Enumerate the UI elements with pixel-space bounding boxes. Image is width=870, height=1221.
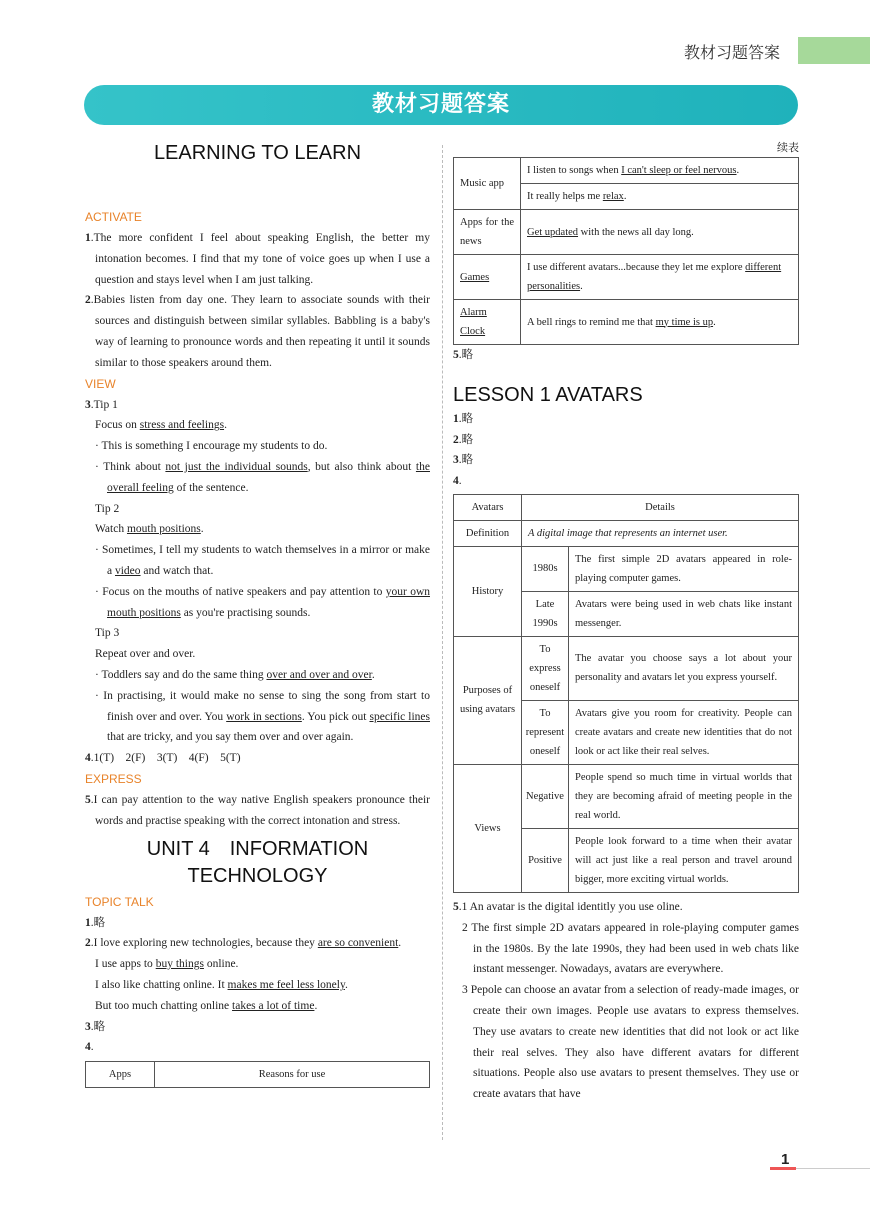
apps-table-continued bbox=[453, 157, 799, 345]
underlined-answer: stress and feelings bbox=[139, 419, 225, 432]
answer-line bbox=[85, 996, 430, 1017]
table-cell: History bbox=[454, 546, 522, 636]
answer-text: .The more confident I feel about speaking English, the better my intonation becomes. I find that my tone of voice goes up when I use a question and stays level when I am just talking. bbox=[90, 232, 430, 286]
table-cell: Avatars give you room for creativity. People can create avatars and create new identities that do not look or act like their real selves. bbox=[569, 700, 799, 764]
table-header-cell: Reasons for use bbox=[155, 1062, 430, 1088]
table-row bbox=[454, 300, 799, 345]
table-cell bbox=[521, 184, 799, 210]
table-row bbox=[86, 1062, 430, 1088]
text: Watch bbox=[95, 523, 127, 536]
underlined-answer: over and over and over bbox=[266, 668, 372, 681]
text: that are tricky, and you say them over and over again. bbox=[107, 731, 354, 744]
table-cell: Purposes of using avatars bbox=[454, 636, 522, 764]
text: . bbox=[344, 978, 348, 991]
table-cell: Games bbox=[454, 255, 521, 300]
text: . bbox=[224, 419, 227, 432]
underlined-answer: my time is up bbox=[655, 316, 714, 328]
answer-text: .1 An avatar is the digital identitly you use oline. bbox=[458, 900, 683, 913]
text: · Focus on the mouths of native speakers and pay attention to bbox=[95, 585, 386, 598]
answer-number: 3 bbox=[85, 1020, 91, 1033]
text: A bell rings to remind me that bbox=[527, 316, 656, 328]
answer-3 bbox=[85, 1017, 430, 1038]
table-header-cell: Avatars bbox=[454, 494, 522, 520]
answer-text: .Babies listen from day one. They learn to associate sounds with their sources and distinguish between similar syllables. Babbling is a baby's way of learning to pronounce words and then repeating it until it sounds similar to those speakers around them. bbox=[90, 294, 430, 369]
underlined-answer: specific lines bbox=[369, 710, 430, 723]
answer-number: 1 bbox=[453, 412, 459, 425]
text: · Sometimes, I tell my students to watch themselves in a mirror or make a bbox=[95, 544, 430, 577]
right-column bbox=[453, 140, 799, 1105]
text: , but also think about bbox=[307, 460, 416, 473]
tip-line bbox=[85, 415, 430, 436]
underlined-answer: different personalities bbox=[527, 262, 782, 292]
answer-4 bbox=[453, 471, 799, 492]
answer-4 bbox=[85, 748, 430, 769]
answer-2 bbox=[85, 290, 430, 373]
answer-text: .略 bbox=[90, 916, 106, 929]
answer-4 bbox=[85, 1037, 430, 1058]
answer-number: 5 bbox=[85, 793, 91, 806]
underlined-answer: mouth positions bbox=[126, 523, 201, 536]
text: . bbox=[713, 316, 716, 328]
underlined-answer: are so convenient bbox=[317, 937, 399, 950]
text: . bbox=[623, 191, 627, 202]
table-row bbox=[454, 546, 799, 591]
text: Focus on bbox=[95, 419, 140, 432]
text: . bbox=[314, 999, 318, 1012]
answer-number: 3 bbox=[85, 398, 91, 411]
table-cell bbox=[521, 158, 799, 184]
section-heading-activate: ACTIVATE bbox=[85, 210, 142, 224]
text: . bbox=[398, 937, 402, 950]
table-cell: To represent oneself bbox=[522, 700, 569, 764]
text: .I love exploring new technologies, because they bbox=[90, 937, 318, 950]
text: But too much chatting online bbox=[95, 999, 233, 1012]
text: . bbox=[736, 165, 740, 176]
underlined-answer: buy things bbox=[155, 958, 204, 971]
answer-number: 4 bbox=[85, 1041, 91, 1054]
bullet-line bbox=[85, 582, 430, 624]
text: of the sentence. bbox=[173, 481, 249, 494]
section-heading-express: EXPRESS bbox=[85, 771, 142, 786]
text: I listen to songs when bbox=[527, 165, 622, 176]
answer-1 bbox=[453, 409, 799, 430]
column-divider bbox=[442, 145, 443, 1140]
answer-1 bbox=[85, 913, 430, 934]
underlined-answer: your own mouth positions bbox=[107, 585, 430, 619]
table-header-cell: Apps bbox=[86, 1062, 155, 1088]
text: · Think about bbox=[95, 460, 166, 473]
answer-number: 3 bbox=[453, 454, 459, 467]
text: I also like chatting online. It bbox=[95, 978, 228, 991]
answer-2 bbox=[453, 430, 799, 451]
answer-text: .I can pay attention to the way native English speakers pronounce their words and practise speaking with the correct intonation and stress. bbox=[90, 793, 430, 827]
answer-5 bbox=[85, 790, 430, 832]
answer-number: 1 bbox=[85, 916, 91, 929]
bullet-line bbox=[85, 540, 430, 582]
table-cell: Alarm Clock bbox=[454, 300, 521, 345]
table-cell bbox=[521, 255, 799, 300]
header-label: 教材习题答案 bbox=[684, 43, 781, 62]
lesson-title: LESSON 1 AVATARS bbox=[453, 383, 643, 406]
answer-number: 1 bbox=[85, 232, 91, 244]
table-cell: Positive bbox=[522, 828, 569, 892]
table-row bbox=[454, 158, 799, 184]
table-cell: People look forward to a time when their avatar will act just like a real person and travel around bigger, more exciting virtual worlds. bbox=[569, 828, 799, 892]
table-cell: Definition bbox=[454, 520, 522, 546]
table-cell: Music app bbox=[454, 158, 521, 210]
answer-number: 5 bbox=[453, 349, 459, 361]
answer-text: . bbox=[90, 1041, 94, 1054]
answer-3-tip1 bbox=[85, 395, 430, 416]
text: · Toddlers say and do the same thing bbox=[95, 668, 267, 681]
table-row bbox=[454, 636, 799, 700]
text: . You pick out bbox=[301, 710, 370, 723]
table-row bbox=[454, 255, 799, 300]
header-accent-block bbox=[798, 37, 870, 64]
text: I use apps to bbox=[95, 958, 156, 971]
table-row bbox=[454, 764, 799, 828]
text: I use different avatars...because they let me explore bbox=[527, 262, 746, 273]
continued-table-label: 续表 bbox=[777, 142, 799, 154]
answer-number: 5 bbox=[453, 900, 459, 913]
table-cell: The first simple 2D avatars appeared in role-playing computer games. bbox=[569, 546, 799, 591]
answer-number: 2 bbox=[453, 433, 459, 446]
apps-table bbox=[85, 1061, 430, 1088]
section-heading-topic-talk: TOPIC TALK bbox=[85, 894, 154, 909]
table-row bbox=[454, 210, 799, 255]
bullet-line bbox=[85, 457, 430, 499]
section-title: LEARNING TO LEARN bbox=[153, 142, 362, 164]
answer-line: 2 The first simple 2D avatars appeared in role-playing computer games in the 1980s. By the late 1990s, they had been used in web chats like instant messenger. Nowadays, avatars are everywhere. bbox=[462, 921, 799, 976]
answer-5 bbox=[453, 897, 799, 918]
left-column bbox=[85, 140, 430, 1088]
underlined-answer: work in sections bbox=[226, 710, 302, 723]
section-heading-view: VIEW bbox=[85, 376, 116, 391]
underlined-answer: takes a lot of time bbox=[232, 999, 315, 1012]
answer-text: .略 bbox=[90, 1020, 106, 1033]
text: and watch that. bbox=[140, 564, 214, 577]
title-banner: 教材习题答案 bbox=[84, 85, 798, 125]
answer-1 bbox=[85, 228, 430, 290]
unit-title: UNIT 4 INFORMATION TECHNOLOGY bbox=[146, 837, 369, 887]
answer-text: .略 bbox=[458, 412, 474, 425]
table-cell: The avatar you choose says a lot about your personality and avatars let you express yourself. bbox=[569, 636, 799, 700]
table-cell: Late 1990s bbox=[522, 591, 569, 636]
text: It really helps me bbox=[527, 191, 603, 202]
text: online. bbox=[203, 958, 239, 971]
answer-number: 4 bbox=[453, 475, 459, 488]
table-cell: Negative bbox=[522, 764, 569, 828]
text: . bbox=[580, 281, 583, 292]
bullet-line bbox=[85, 686, 430, 748]
table-cell: Apps for the news bbox=[454, 210, 521, 255]
table-row bbox=[454, 520, 799, 546]
text: as you're practising sounds. bbox=[180, 606, 311, 619]
answer-number: 4 bbox=[85, 752, 91, 765]
answer-line bbox=[85, 954, 430, 975]
table-row bbox=[454, 494, 799, 520]
answer-text: .略 bbox=[458, 433, 474, 446]
tip-heading: Tip 3 bbox=[95, 627, 120, 640]
text: · In practising, it would make no sense to sing the song from start to finish over and over. You bbox=[95, 689, 430, 723]
tip-line bbox=[85, 519, 430, 540]
table-cell: Views bbox=[454, 764, 522, 892]
underlined-answer: the overall feeling bbox=[107, 460, 430, 494]
text: . bbox=[200, 523, 204, 536]
answer-2 bbox=[85, 933, 430, 954]
answer-text: .略 bbox=[458, 349, 474, 361]
underlined-answer: not just the individual sounds bbox=[165, 460, 308, 473]
table-cell: 1980s bbox=[522, 546, 569, 591]
page-number: 1 bbox=[781, 1151, 790, 1168]
answer-text: . bbox=[458, 475, 462, 488]
table-cell bbox=[521, 300, 799, 345]
underlined-answer: Get updated bbox=[527, 226, 579, 238]
table-cell: To express oneself bbox=[522, 636, 569, 700]
tip-heading: Tip 2 bbox=[95, 502, 120, 515]
table-cell bbox=[521, 210, 799, 255]
text: with the news all day long. bbox=[578, 226, 694, 238]
underlined-answer: video bbox=[114, 564, 141, 577]
answer-text: .1(T) 2(F) 3(T) 4(F) 5(T) bbox=[90, 752, 241, 765]
answer-line: 3 Pepole can choose an avatar from a selection of ready-made images, or create their own images. People use avatars to express themselves. They use avatars to create new identities that did not look or act like their real selves. They also have different avatars for different situations. People also use avatars to present themselves. They use or create avatars that have bbox=[462, 984, 799, 1101]
table-cell: A digital image that represents an internet user. bbox=[522, 520, 799, 546]
table-header-cell: Details bbox=[522, 494, 799, 520]
underlined-answer: relax bbox=[602, 191, 624, 202]
bullet-line: · This is something I encourage my students to do. bbox=[95, 440, 328, 453]
answer-text: .略 bbox=[458, 454, 474, 467]
answer-number: 2 bbox=[85, 937, 91, 950]
answer-3 bbox=[453, 450, 799, 471]
underlined-answer: makes me feel less lonely bbox=[227, 978, 345, 991]
table-cell: Avatars were being used in web chats like instant messenger. bbox=[569, 591, 799, 636]
answer-5 bbox=[453, 345, 799, 366]
table-cell: People spend so much time in virtual worlds that they are becoming afraid of meeting people in the real world. bbox=[569, 764, 799, 828]
text: . bbox=[371, 668, 375, 681]
tip-line: Repeat over and over. bbox=[95, 648, 196, 661]
answer-line bbox=[85, 975, 430, 996]
bullet-line bbox=[85, 665, 430, 686]
underlined-answer: I can't sleep or feel nervous bbox=[621, 165, 737, 176]
answer-number: 2 bbox=[85, 294, 91, 307]
answer-text: .Tip 1 bbox=[90, 398, 118, 411]
avatars-table bbox=[453, 494, 799, 893]
